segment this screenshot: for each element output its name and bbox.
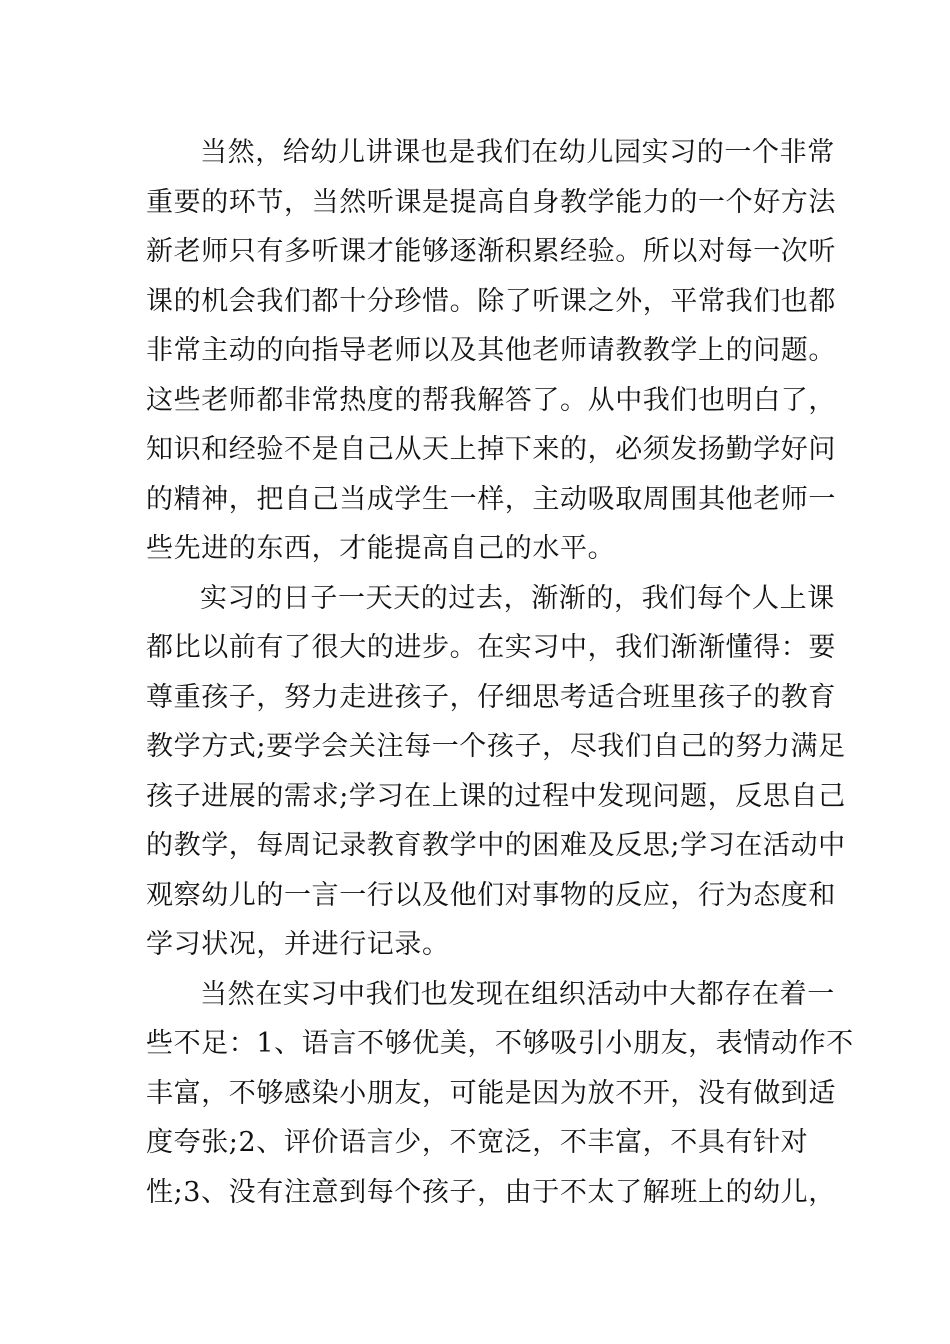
paragraph-line: 度夸张;2、评价语言少，不宽泛，不丰富，不具有针对 xyxy=(146,1127,809,1158)
paragraph-line: 非常主动的向指导老师以及其他老师请教教学上的问题。 xyxy=(146,335,836,366)
paragraph-line: 的教学，每周记录教育教学中的困难及反思;学习在活动中 xyxy=(146,830,846,861)
paragraph-line: 新老师只有多听课才能够逐渐积累经验。所以对每一次听 xyxy=(146,236,836,267)
paragraph-line: 知识和经验不是自己从天上掉下来的，必须发扬勤学好问 xyxy=(146,434,836,465)
paragraph-line: 孩子进展的需求;学习在上课的过程中发现问题，反思自己 xyxy=(146,780,846,812)
paragraph-line: 的精神，把自己当成学生一样，主动吸取周围其他老师一 xyxy=(146,483,836,515)
paragraph-line: 这些老师都非常热度的帮我解答了。从中我们也明白了， xyxy=(146,384,836,416)
paragraph-line: 丰富，不够感染小朋友，可能是因为放不开，没有做到适 xyxy=(146,1077,836,1109)
paragraph-line: 都比以前有了很大的进步。在实习中，我们渐渐懂得：要 xyxy=(146,632,836,663)
paragraph-line: 重要的环节，当然听课是提高自身教学能力的一个好方法 xyxy=(146,186,836,218)
paragraph-line: 尊重孩子，努力走进孩子，仔细思考适合班里孩子的教育 xyxy=(146,681,836,713)
paragraph-line: 当然，给幼儿讲课也是我们在幼儿园实习的一个非常 xyxy=(200,137,835,168)
paragraph-1 xyxy=(146,128,836,574)
paragraph-line: 性;3、没有注意到每个孩子，由于不太了解班上的幼儿， xyxy=(146,1176,836,1208)
paragraph-line: 实习的日子一天天的过去，渐渐的，我们每个人上课 xyxy=(200,582,835,614)
paragraph-2 xyxy=(146,574,846,970)
body-text xyxy=(146,128,854,1217)
paragraph-line: 些先进的东西，才能提高自己的水平。 xyxy=(146,533,616,564)
paragraph-3 xyxy=(146,970,854,1218)
paragraph-line: 教学方式;要学会关注每一个孩子，尽我们自己的努力满足 xyxy=(146,731,846,762)
paragraph-line: 些不足：1、语言不够优美，不够吸引小朋友，表情动作不 xyxy=(146,1028,854,1059)
paragraph-line: 学习状况，并进行记录。 xyxy=(146,929,450,960)
paragraph-line: 课的机会我们都十分珍惜。除了听课之外，平常我们也都 xyxy=(146,285,836,317)
paragraph-line: 观察幼儿的一言一行以及他们对事物的反应，行为态度和 xyxy=(146,879,836,911)
paragraph-line: 当然在实习中我们也发现在组织活动中大都存在着一 xyxy=(200,978,835,1010)
